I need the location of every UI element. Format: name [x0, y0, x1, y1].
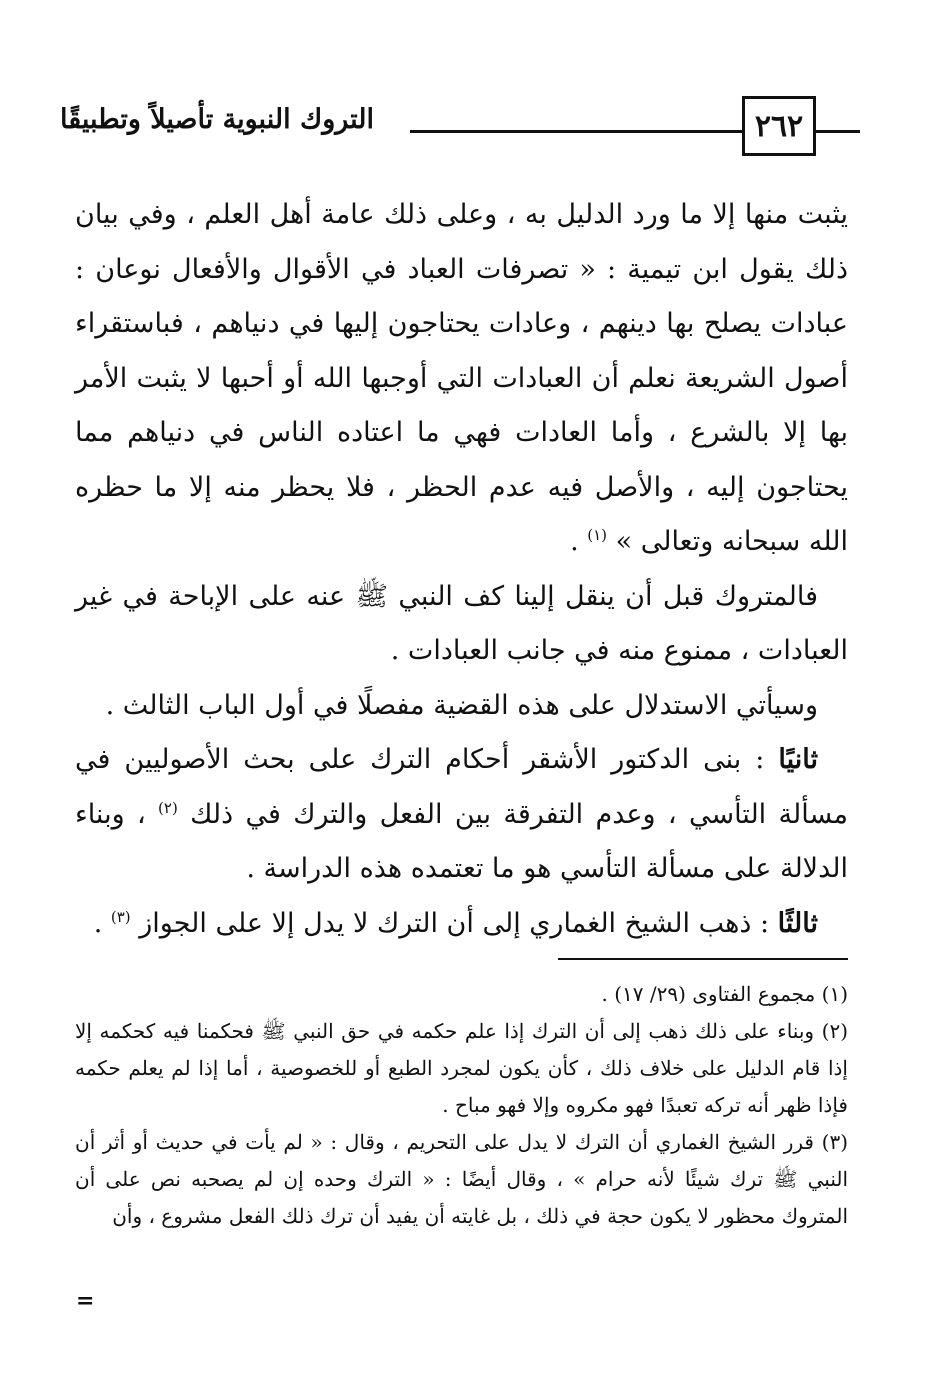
- paragraph-5-tail: .: [93, 907, 111, 939]
- footnote-ref-2: (٢): [158, 798, 178, 817]
- paragraph-5: [75, 897, 848, 952]
- footnote-separator: [558, 958, 848, 960]
- paragraph-1-tail: .: [570, 526, 588, 557]
- footnote-ref-3: (٣): [110, 907, 131, 926]
- page-number: ٢٦٢: [742, 96, 816, 156]
- paragraph-4: [75, 733, 848, 897]
- paragraph-1-text: يثبت منها إلا ما ورد الدليل به ، وعلى ذلك عامة أهل العلم ، وفي بيان ذلك يقول ابن تيمية : « تصرفات العباد في الأقوال والأفعال نوعان : عبادات يصلح بها دينهم ، وعادات يحتاجون إليها في دنياهم ، فباستقراء أصول الشريعة نعلم أن العبادات التي أوجبها الله أو أحبها لا يثبت الأمر بها إلا بالشرع ، وأما العادات فهي ما اعتاده الناس في دنياهم مما يحتاجون إليه ، والأصل فيه عدم الحظر ، فلا يحظر منه إلا ما حظره الله سبحانه وتعالى »: [75, 199, 848, 557]
- running-title: التروك النبوية تأصيلاً وتطبيقًا: [60, 104, 375, 135]
- header-rule-right: [815, 130, 860, 133]
- continuation-mark: =: [76, 1288, 95, 1314]
- paragraph-5-lead: ثالثًا: [777, 907, 818, 939]
- paragraph-4-text-2: ، وبناء الدلالة على مسألة التأسي هو ما تعتمده هذه الدراسة .: [75, 798, 848, 884]
- header-rule-left: [410, 130, 792, 133]
- paragraph-2: فالمتروك قبل أن ينقل إلينا كف النبي ﷺ عنه على الإباحة في غير العبادات ، ممنوع منه في جانب العبادات .: [75, 580, 848, 666]
- footnote-ref-1: (١): [587, 526, 608, 544]
- paragraph-5-text: : ذهب الشيخ الغماري إلى أن الترك لا يدل إلا على الجواز: [130, 907, 778, 939]
- page-header: [60, 96, 860, 160]
- paragraph-1: [75, 188, 848, 570]
- footnote-2: (٢) وبناء على ذلك ذهب إلى أن الترك إذا علم حكمه في حق النبي ﷺ فحكمنا فيه كحكمه إلا إذا قام الدليل على خلاف ذلك ، كأن يكون لمجرد الطبع أو للخصوصية ، أما إذا لم يعلم حكمه فإذا ظهر أنه تركه تعبدًا فهو مكروه وإلا فهو مباح .: [75, 1019, 848, 1117]
- paragraph-4-text-1: : بنى الدكتور الأشقر أحكام الترك على بحث الأصوليين في مسألة التأسي ، وعدم التفرقة بين الفعل والترك في ذلك: [75, 744, 848, 830]
- footnote-3: (٣) قرر الشيخ الغماري أن الترك لا يدل على التحريم ، وقال : « لم يأت في حديث أو أثر أن النبي ﷺ ترك شيئًا لأنه حرام » ، وقال أيضًا : « الترك وحده إن لم يصحبه نص على أن المتروك محظور لا يكون حجة في ذلك ، بل غايته أن يفيد أن ترك ذلك الفعل مشروع ، وأن: [75, 1130, 848, 1228]
- main-text: [75, 188, 848, 951]
- paragraph-4-lead: ثانيًا: [778, 744, 818, 775]
- footnotes: [75, 976, 848, 1235]
- footnote-1: (١) مجموع الفتاوى (٢٩/ ١٧) .: [601, 982, 848, 1006]
- paragraph-3: وسيأتي الاستدلال على هذه القضية مفصلًا في أول الباب الثالث .: [105, 689, 818, 721]
